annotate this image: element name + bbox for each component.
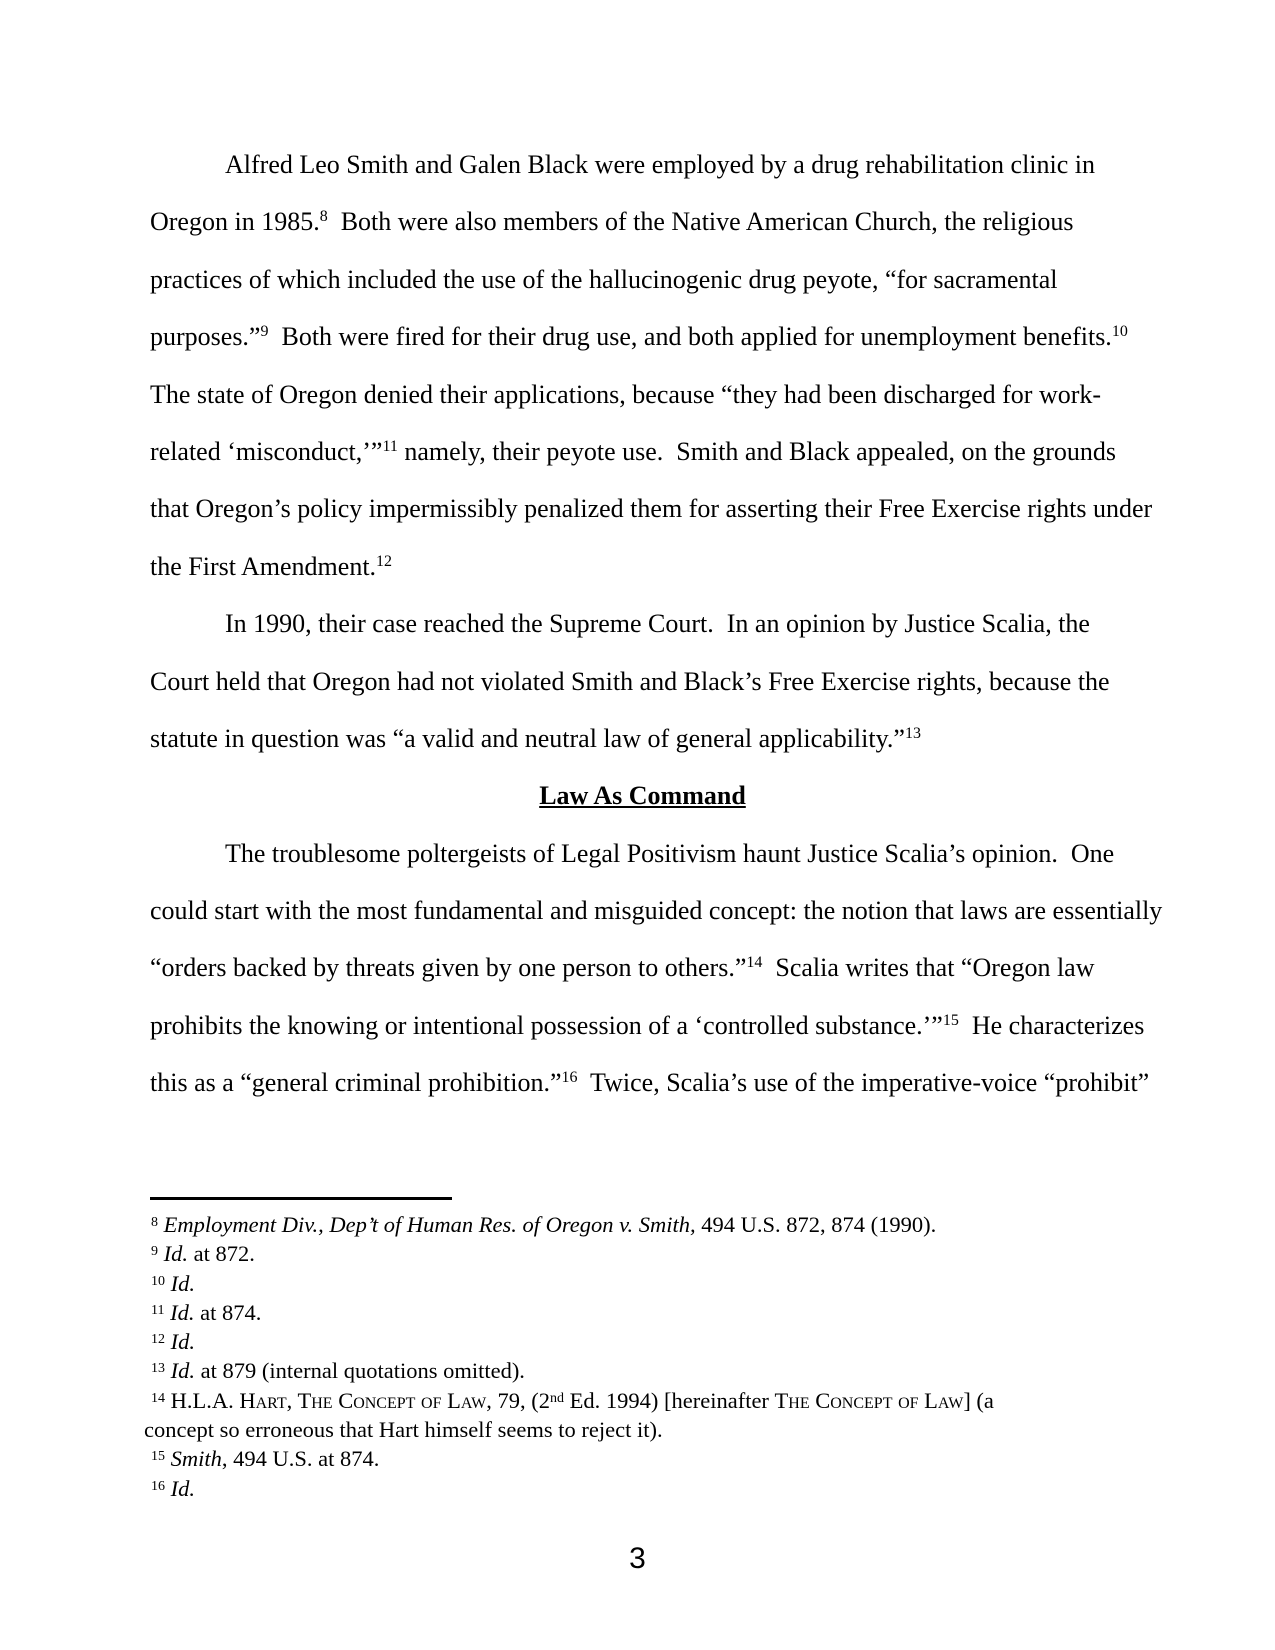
footnote-number: 14 — [151, 1390, 165, 1406]
body-line — [150, 882, 1163, 939]
body-line — [150, 939, 1135, 996]
footnote-ref: 10 — [1111, 323, 1128, 341]
footnote-number: 15 — [151, 1449, 165, 1465]
text-segment: purposes.” — [150, 322, 261, 352]
footnote-text-segment: at 874. — [194, 1299, 262, 1325]
text-segment: The troublesome poltergeists of Legal Positivism haunt Justice Scalia’s opinion. One — [225, 838, 1115, 868]
footnote-text-segment: at 879 (internal quotations omitted). — [195, 1358, 525, 1384]
footnote-text-segment: , 79, (2 — [486, 1387, 551, 1413]
body-line — [150, 193, 1135, 250]
text-segment: Both were fired for their drug use, and both applied for unemployment benefits. — [268, 322, 1112, 352]
text-segment: prohibits the knowing or intentional possession of a ‘controlled substance.’” — [150, 1010, 943, 1040]
text-segment: practices of which included the use of the hallucinogenic drug peyote, “for sacramental — [150, 264, 1058, 294]
footnote-line — [144, 1356, 1154, 1385]
text-segment: Alfred Leo Smith and Galen Black were employed by a drug rehabilitation clinic in — [225, 150, 1096, 179]
footnote-ref: 13 — [904, 724, 921, 742]
text-segment: Court held that Oregon had not violated Smith and Black’s Free Exercise rights, because the — [150, 666, 1110, 696]
page-number: 3 — [629, 1542, 646, 1575]
text-segment: Scalia writes that “Oregon law — [762, 953, 1095, 983]
footnote-text-segment: , 494 U.S. at 874. — [221, 1446, 380, 1472]
text-segment: Oregon in 1985. — [150, 207, 320, 237]
footnote-text-segment: H.L.A. Hart, The Concept of Law — [170, 1387, 487, 1413]
body-line — [150, 251, 1135, 308]
section-heading — [150, 767, 1135, 824]
footnote-line — [144, 1298, 1154, 1327]
footnote-text-segment: Id. — [163, 1241, 188, 1267]
footnote-text-segment: Id. — [170, 1475, 195, 1501]
footnote-text-segment: The Concept of Law — [774, 1387, 964, 1413]
body-line — [150, 366, 1135, 423]
footnote-number: 16 — [151, 1478, 165, 1494]
footnote-line — [144, 1327, 1154, 1356]
footnote-ref: 11 — [382, 437, 398, 455]
text-segment: the First Amendment. — [150, 551, 377, 581]
text-segment: could start with the most fundamental and misguided concept: the notion that laws are essentially — [150, 896, 1163, 926]
text-segment: Twice, Scalia’s use of the imperative-voice “prohibit” — [577, 1068, 1150, 1098]
text-segment: In 1990, their case reached the Supreme Court. In an opinion by Justice Scalia, the — [225, 609, 1090, 639]
footnotes — [144, 1210, 1154, 1503]
text-segment: “orders backed by threats given by one person to others.” — [150, 953, 747, 983]
footnote-text-segment: concept so erroneous that Hart himself seems to reject it). — [144, 1417, 663, 1443]
footnote-line — [144, 1474, 1154, 1503]
footnote-ref: 9 — [260, 323, 269, 341]
text-segment: this as a “general criminal prohibition.” — [150, 1068, 562, 1098]
footnote-text-segment: Id. — [170, 1299, 195, 1325]
footnote-number: nd — [550, 1390, 565, 1406]
document-body — [150, 136, 1163, 1112]
footnote-text-segment: ] (a — [963, 1387, 994, 1413]
footnote-text-segment: 494 U.S. 872, 874 (1990). — [695, 1212, 937, 1237]
footnote-number: 11 — [151, 1302, 165, 1318]
footnote-text-segment: at 872. — [188, 1241, 255, 1267]
footnote-ref: 14 — [746, 954, 763, 972]
body-line — [150, 423, 1135, 480]
text-segment: that Oregon’s policy impermissibly penalized them for asserting their Free Exercise rights under — [150, 494, 1153, 524]
body-line — [150, 308, 1135, 365]
footnote-number: 8 — [151, 1215, 158, 1230]
body-line — [150, 595, 1135, 652]
footnote-ref: 8 — [319, 208, 328, 226]
footnote-separator — [150, 1197, 452, 1200]
text-segment: statute in question was “a valid and neutral law of general applicability.” — [150, 723, 905, 753]
text-segment: The state of Oregon denied their applications, because “they had been discharged for work- — [150, 379, 1102, 409]
footnote-line — [144, 1239, 1154, 1268]
footnote-line — [144, 1444, 1154, 1473]
footnote-line — [144, 1386, 1154, 1415]
body-line — [150, 997, 1145, 1054]
text-segment: namely, their peyote use. Smith and Black appealed, on the grounds — [397, 436, 1117, 466]
text-segment: related ‘misconduct,’” — [150, 436, 383, 466]
text-segment: He characterizes — [958, 1010, 1145, 1040]
footnote-text-segment: Id. — [170, 1358, 195, 1384]
footnote-text-segment: Id. — [170, 1329, 195, 1355]
footnote-ref: 16 — [561, 1069, 578, 1087]
body-line — [150, 710, 1135, 767]
text-segment: Both were also members of the Native American Church, the religious — [327, 207, 1074, 237]
footnote-line — [144, 1269, 1154, 1298]
footnote-line — [144, 1210, 1154, 1239]
body-line — [150, 538, 1135, 595]
footnote-number: 9 — [151, 1244, 158, 1260]
footnote-line — [144, 1415, 1154, 1444]
body-line — [150, 653, 1135, 710]
footnote-number: 12 — [151, 1332, 165, 1348]
body-line — [150, 825, 1135, 882]
footnote-text-segment: Id. — [170, 1270, 195, 1296]
section-heading-text: Law As Command — [539, 781, 746, 811]
footnote-text-segment: Smith — [170, 1446, 222, 1472]
footnote-number: 10 — [151, 1273, 165, 1289]
body-line — [150, 1054, 1150, 1111]
body-line — [150, 480, 1153, 537]
footnote-ref: 15 — [942, 1011, 959, 1029]
footnote-text-segment: Ed. 1994) [hereinafter — [564, 1387, 775, 1413]
footnote-text-segment: Employment Div., Dep’t of Human Res. of Oregon v. Smith, — [163, 1212, 696, 1237]
footnote-ref: 12 — [376, 552, 393, 570]
body-line — [150, 136, 1135, 193]
footnote-number: 13 — [151, 1361, 165, 1377]
